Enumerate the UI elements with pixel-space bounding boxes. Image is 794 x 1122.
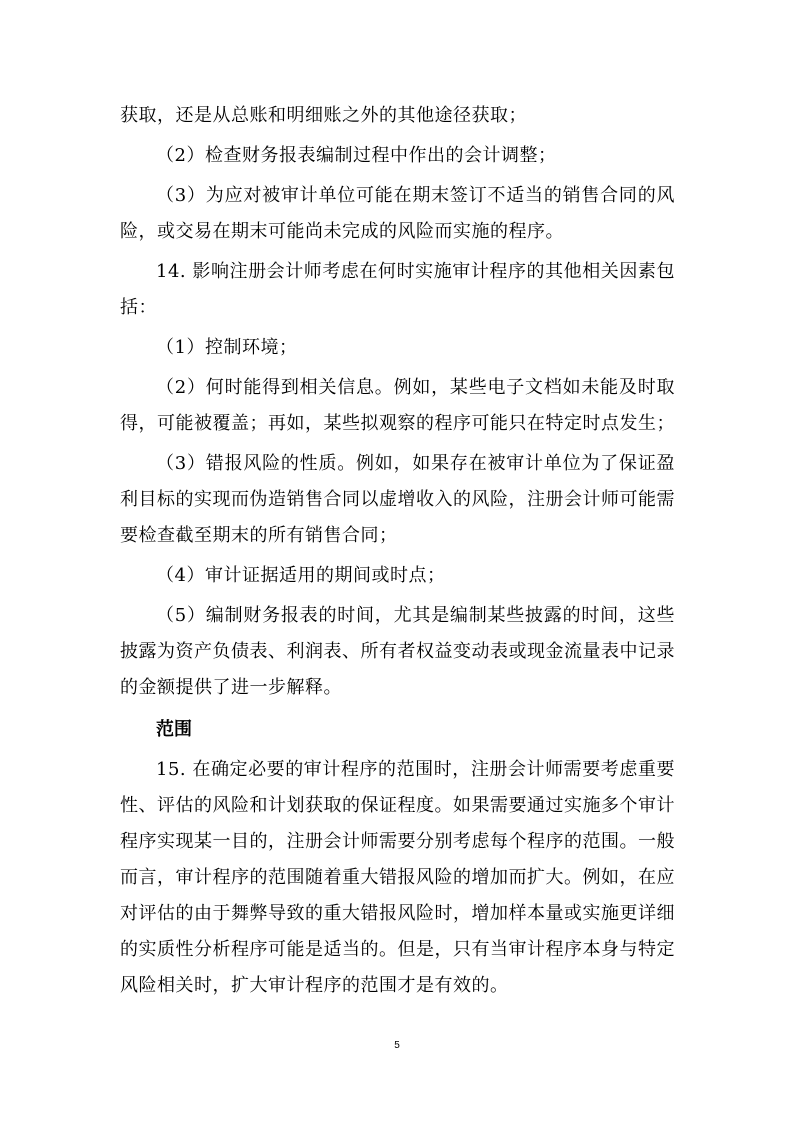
section-heading-scope: 范围 (156, 719, 192, 740)
paragraph-factor-4: （4）审计证据适用的期间或时点； (156, 565, 446, 586)
body-text (120, 98, 675, 1004)
paragraph-item-2: （2）检查财务报表编制过程中作出的会计调整； (156, 145, 557, 166)
paragraph-section-15: 15. 在确定必要的审计程序的范围时，注册会计师需要考虑重要性、评估的风险和计划获取的保证程度。如果需要通过实施多个审计程序实现某一目的，注册会计师需要分别考虑每个程序的范围。一般而言，审计程序的范围随着重大错报风险的增加而扩大。例如，在应对评估的由于舞弊导致的重大错报风险时，增加样本量或实施更详细的实质性分析程序可能是适当的。但是，只有当审计程序本身与特定风险相关时，扩大审计程序的范围才是有效的。 (120, 759, 675, 996)
paragraph-factor-3: （3）错报风险的性质。例如，如果存在被审计单位为了保证盈利目标的实现而伪造销售合同以虚增收入的风险，注册会计师可能需要检查截至期末的所有销售合同； (120, 453, 675, 546)
paragraph-factor-5: （5）编制财务报表的时间，尤其是编制某些披露的时间，这些披露为资产负债表、利润表、所有者权益变动表或现金流量表中记录的金额提供了进一步解释。 (120, 605, 675, 698)
paragraph-section-14: 14. 影响注册会计师考虑在何时实施审计程序的其他相关因素包括： (120, 261, 675, 318)
paragraph-factor-2: （2）何时能得到相关信息。例如，某些电子文档如未能及时取得，可能被覆盖；再如，某些拟观察的程序可能只在特定时点发生； (120, 377, 675, 434)
paragraph-factor-1: （1）控制环境； (156, 337, 298, 358)
page-number: 5 (394, 1040, 400, 1051)
paragraph-item-3: （3）为应对被审计单位可能在期末签订不适当的销售合同的风险，或交易在期末可能尚未完成的风险而实施的程序。 (120, 185, 675, 242)
paragraph-continuation: 获取，还是从总账和明细账之外的其他途径获取； (120, 105, 527, 126)
